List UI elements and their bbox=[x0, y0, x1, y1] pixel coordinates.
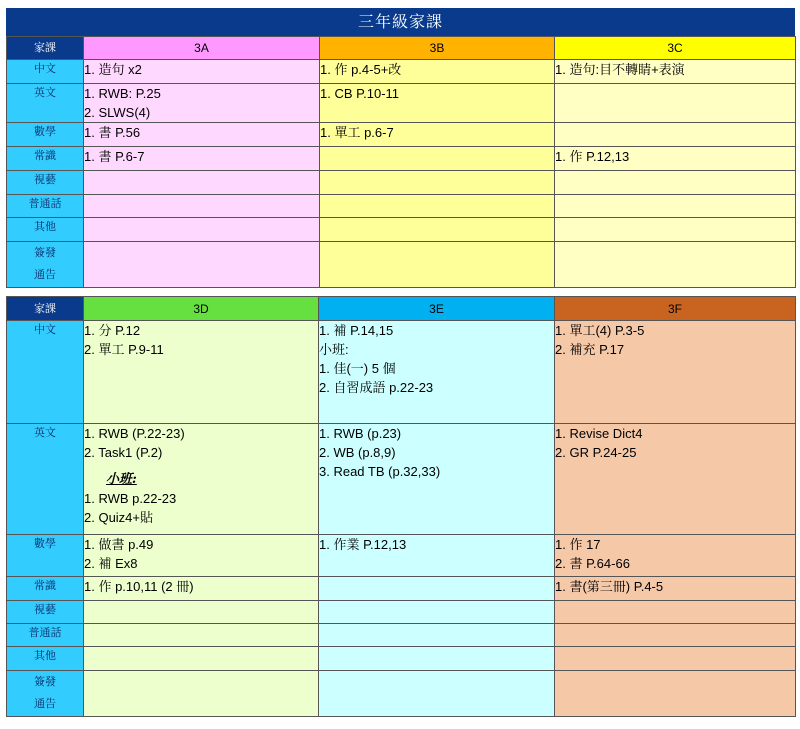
homework-cell-3A bbox=[84, 60, 320, 84]
notice-label-line: 通告 bbox=[34, 269, 56, 281]
class-header-3D: 3D bbox=[84, 297, 319, 321]
homework-item: 1. 作業 P.12,13 bbox=[319, 537, 407, 552]
homework-item bbox=[84, 462, 318, 470]
homework-item: 3. Read TB (p.32,33) bbox=[319, 464, 441, 479]
homework-item: 1. Revise Dict4 bbox=[555, 426, 643, 441]
corner-label: 家課 bbox=[7, 297, 84, 321]
homework-cell-3D bbox=[84, 647, 319, 671]
subject-row bbox=[7, 147, 796, 171]
subject-row bbox=[7, 321, 796, 424]
table-header-row bbox=[7, 297, 796, 321]
subject-name: 中文 bbox=[34, 63, 56, 75]
subject-label bbox=[7, 647, 84, 671]
homework-cell-3D bbox=[84, 624, 319, 647]
notice-label bbox=[7, 242, 84, 288]
homework-item: 1. RWB p.22-23 bbox=[84, 491, 177, 506]
corner-label: 家課 bbox=[7, 37, 84, 60]
homework-item: 2. 單工 P.9-11 bbox=[84, 342, 164, 357]
subject-row bbox=[7, 424, 796, 535]
subject-row bbox=[7, 123, 796, 147]
homework-cell-3D bbox=[84, 577, 319, 601]
subject-label bbox=[7, 123, 84, 147]
homework-cell-3B bbox=[320, 218, 555, 242]
subject-name: 中文 bbox=[34, 324, 56, 336]
subject-row bbox=[7, 218, 796, 242]
page-title: 三年級家課 bbox=[6, 8, 795, 36]
homework-cell-3E bbox=[319, 647, 555, 671]
subject-label bbox=[7, 218, 84, 242]
homework-cell-3A bbox=[84, 84, 320, 123]
subject-name: 數學 bbox=[34, 126, 56, 138]
homework-item: 1. 書 P.6-7 bbox=[84, 149, 145, 164]
class-header-3C: 3C bbox=[555, 37, 796, 60]
subject-name: 常識 bbox=[34, 150, 56, 162]
homework-item: 2. 自習成語 p.22-23 bbox=[319, 380, 434, 395]
homework-cell-3E bbox=[319, 601, 555, 624]
homework-cell-3F bbox=[555, 647, 796, 671]
homework-item: 1. 作 p.4-5+改 bbox=[320, 62, 402, 77]
homework-item: 1. 補 P.14,15 bbox=[319, 323, 394, 338]
homework-cell-3B bbox=[320, 147, 555, 171]
subject-label bbox=[7, 147, 84, 171]
class-header-3B: 3B bbox=[320, 37, 555, 60]
homework-cell-3F bbox=[555, 671, 796, 717]
homework-item: 1. RWB (P.22-23) bbox=[84, 426, 185, 441]
homework-cell-3B bbox=[320, 123, 555, 147]
subject-row bbox=[7, 577, 796, 601]
homework-cell-3B bbox=[320, 84, 555, 123]
subject-name: 其他 bbox=[34, 650, 56, 662]
homework-cell-3E bbox=[319, 671, 555, 717]
homework-item: 2. 補充 P.17 bbox=[555, 342, 625, 357]
homework-cell-3E bbox=[319, 535, 555, 577]
homework-cell-3D bbox=[84, 321, 319, 424]
homework-item: 1. 書(第三冊) P.4-5 bbox=[555, 579, 664, 594]
homework-cell-3E bbox=[319, 624, 555, 647]
homework-table-3a-3c bbox=[6, 36, 796, 288]
subject-row bbox=[7, 60, 796, 84]
homework-cell-3F bbox=[555, 321, 796, 424]
homework-cell-3F bbox=[555, 601, 796, 624]
homework-item: 1. 佳(一) 5 個 bbox=[319, 361, 396, 376]
homework-table-3d-3f bbox=[6, 296, 796, 717]
subject-row bbox=[7, 535, 796, 577]
class-header-3F: 3F bbox=[555, 297, 796, 321]
subject-label bbox=[7, 577, 84, 601]
homework-cell-3B bbox=[320, 195, 555, 218]
subject-row bbox=[7, 624, 796, 647]
homework-cell-3B bbox=[320, 60, 555, 84]
class-header-3A: 3A bbox=[84, 37, 320, 60]
notice-label-line: 簽發 bbox=[34, 676, 56, 688]
homework-cell-3B bbox=[320, 171, 555, 195]
homework-item: 1. 作 P.12,13 bbox=[555, 149, 630, 164]
homework-cell-3C bbox=[555, 171, 796, 195]
subject-row bbox=[7, 242, 796, 288]
homework-cell-3A bbox=[84, 195, 320, 218]
subject-label bbox=[7, 84, 84, 123]
class-header-3E: 3E bbox=[319, 297, 555, 321]
subject-row bbox=[7, 195, 796, 218]
notice-label-line: 簽發 bbox=[34, 247, 56, 259]
homework-cell-3D bbox=[84, 535, 319, 577]
homework-cell-3D bbox=[84, 601, 319, 624]
subject-label bbox=[7, 171, 84, 195]
homework-item: 2. 補 Ex8 bbox=[84, 556, 138, 571]
homework-item: 小班: bbox=[319, 342, 349, 357]
subject-name: 視藝 bbox=[34, 604, 56, 616]
subject-row bbox=[7, 601, 796, 624]
homework-cell-3A bbox=[84, 218, 320, 242]
homework-cell-3F bbox=[555, 535, 796, 577]
homework-cell-3F bbox=[555, 424, 796, 535]
subject-label bbox=[7, 321, 84, 424]
homework-item: 1. 作 17 bbox=[555, 537, 601, 552]
subject-row bbox=[7, 647, 796, 671]
homework-cell-3C bbox=[555, 147, 796, 171]
homework-item: 2. Task1 (P.2) bbox=[84, 445, 163, 460]
homework-cell-3C bbox=[555, 195, 796, 218]
subject-name: 視藝 bbox=[34, 174, 56, 186]
homework-item: 1. 分 P.12 bbox=[84, 323, 141, 338]
homework-cell-3D bbox=[84, 424, 319, 535]
subject-label bbox=[7, 624, 84, 647]
homework-cell-3F bbox=[555, 577, 796, 601]
homework-item: 1. 單工(4) P.3-5 bbox=[555, 323, 645, 338]
homework-item: 1. 書 P.56 bbox=[84, 125, 141, 140]
homework-cell-3E bbox=[319, 321, 555, 424]
homework-cell-3F bbox=[555, 624, 796, 647]
homework-cell-3A bbox=[84, 123, 320, 147]
homework-item: 1. RWB: P.25 bbox=[84, 86, 161, 101]
homework-cell-3E bbox=[319, 577, 555, 601]
homework-item: 2. Quiz4+貼 bbox=[84, 510, 154, 525]
homework-item: 2. SLWS(4) bbox=[84, 105, 151, 120]
table-header-row bbox=[7, 37, 796, 60]
subject-row bbox=[7, 84, 796, 123]
homework-item: 1. CB P.10-11 bbox=[320, 86, 400, 101]
homework-cell-3C bbox=[555, 242, 796, 288]
subject-name: 數學 bbox=[34, 538, 56, 550]
homework-item: 1. 做書 p.49 bbox=[84, 537, 154, 552]
subject-name: 英文 bbox=[34, 427, 56, 439]
homework-cell-3B bbox=[320, 242, 555, 288]
homework-item: 1. 單工 p.6-7 bbox=[320, 125, 394, 140]
subject-name: 其他 bbox=[34, 221, 56, 233]
subject-name: 英文 bbox=[34, 87, 56, 99]
subject-label bbox=[7, 195, 84, 218]
subject-name: 普通話 bbox=[28, 198, 62, 210]
subject-name: 常識 bbox=[34, 580, 56, 592]
homework-item: 1. RWB (p.23) bbox=[319, 426, 402, 441]
notice-label-line: 通告 bbox=[34, 698, 56, 710]
homework-cell-3C bbox=[555, 123, 796, 147]
homework-item: 1. 造句 x2 bbox=[84, 62, 142, 77]
homework-cell-3C bbox=[555, 218, 796, 242]
subject-label bbox=[7, 601, 84, 624]
homework-item: 小班: bbox=[106, 472, 137, 487]
homework-cell-3C bbox=[555, 84, 796, 123]
homework-cell-3E bbox=[319, 424, 555, 535]
subject-label bbox=[7, 60, 84, 84]
homework-cell-3C bbox=[555, 60, 796, 84]
homework-item: 2. WB (p.8,9) bbox=[319, 445, 396, 460]
homework-item: 2. 書 P.64-66 bbox=[555, 556, 630, 571]
homework-item: 1. 造句:目不轉睛+表演 bbox=[555, 62, 685, 77]
notice-label bbox=[7, 671, 84, 717]
homework-item: 1. 作 p.10,11 (2 冊) bbox=[84, 579, 194, 594]
subject-label bbox=[7, 424, 84, 535]
homework-cell-3A bbox=[84, 242, 320, 288]
homework-cell-3A bbox=[84, 171, 320, 195]
homework-cell-3D bbox=[84, 671, 319, 717]
subject-label bbox=[7, 535, 84, 577]
homework-cell-3A bbox=[84, 147, 320, 171]
homework-item: 2. GR P.24-25 bbox=[555, 445, 637, 460]
subject-row bbox=[7, 171, 796, 195]
subject-row bbox=[7, 671, 796, 717]
subject-name: 普通話 bbox=[28, 627, 62, 639]
